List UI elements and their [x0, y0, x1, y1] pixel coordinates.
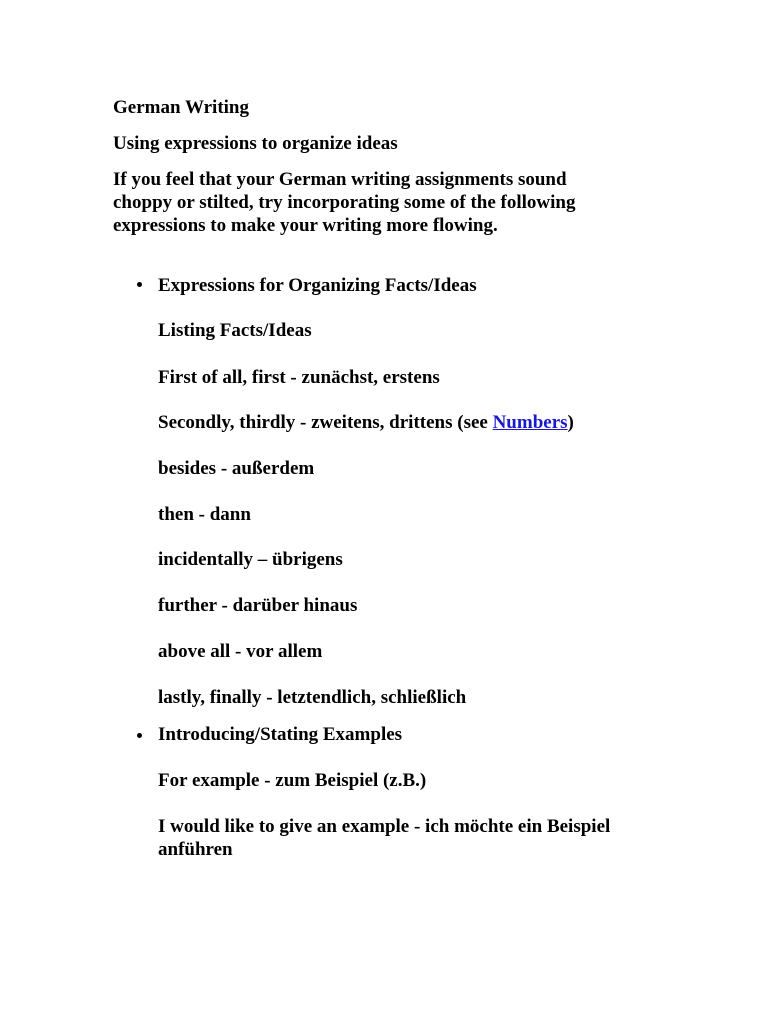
list-item: First of all, first - zunächst, erstens — [158, 367, 440, 388]
intro-line: If you feel that your German writing assignments sound — [113, 169, 567, 190]
list-item — [158, 411, 574, 434]
page-subtitle: Using expressions to organize ideas — [113, 133, 398, 154]
intro-line: expressions to make your writing more flowing. — [113, 215, 498, 236]
section-heading: Expressions for Organizing Facts/Ideas — [158, 275, 477, 296]
list-item: lastly, finally - letztendlich, schließlich — [158, 687, 467, 708]
bullet-icon — [137, 282, 142, 287]
intro-line: choppy or stilted, try incorporating some of the following — [113, 192, 576, 213]
bullet-icon — [137, 733, 142, 738]
numbers-link[interactable]: Numbers — [492, 412, 568, 433]
list-item: incidentally – übrigens — [158, 549, 343, 570]
list-item-text: ) — [567, 412, 574, 433]
list-item-line: anführen — [158, 839, 233, 860]
list-item: then - dann — [158, 504, 251, 525]
list-item: further - darüber hinaus — [158, 595, 358, 616]
page-title: German Writing — [113, 97, 249, 118]
section-subheading: Listing Facts/Ideas — [158, 320, 312, 341]
list-item: besides - außerdem — [158, 458, 315, 479]
list-item — [158, 815, 678, 861]
list-item-line: I would like to give an example - ich möchte ein Beispiel — [158, 816, 611, 837]
list-item: For example - zum Beispiel (z.B.) — [158, 770, 427, 791]
section-heading: Introducing/Stating Examples — [158, 724, 403, 745]
list-item-text: Secondly, thirdly - zweitens, drittens (see — [158, 412, 493, 433]
intro-paragraph — [113, 168, 673, 237]
list-item: above all - vor allem — [158, 641, 323, 662]
